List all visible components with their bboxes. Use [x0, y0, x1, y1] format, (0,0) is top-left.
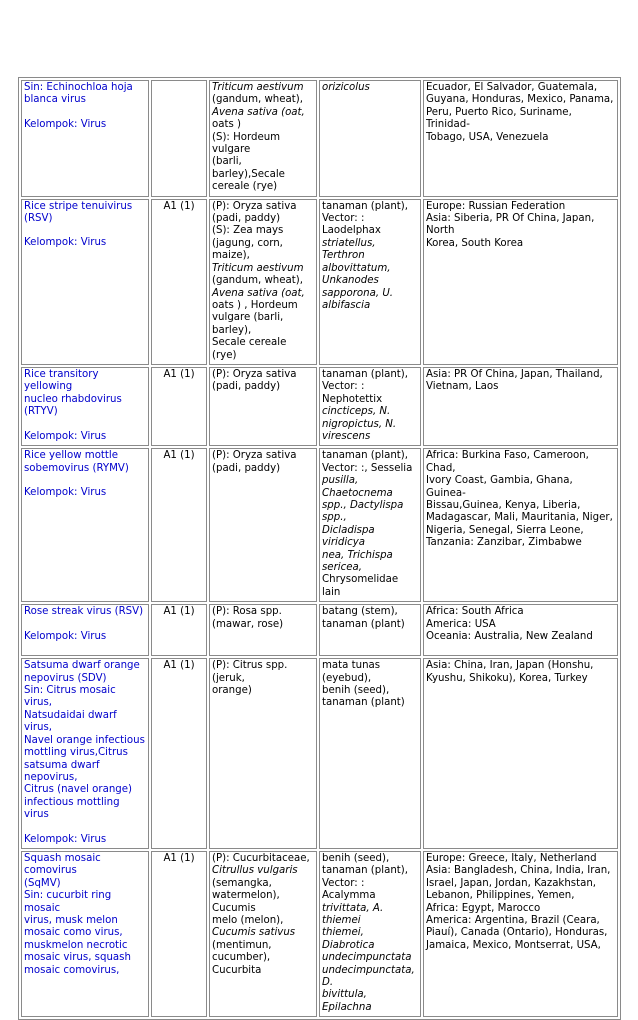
table-row — [21, 199, 618, 365]
category-value: A1 (1) — [163, 200, 195, 212]
carrier-line: Vector: : Acalymma — [322, 877, 376, 902]
hosts-line: Triticum aestivum — [212, 262, 304, 274]
name-line: blanca virus — [24, 94, 86, 106]
hosts-line: (P): Oryza sativa — [212, 368, 297, 380]
name-line: mottling virus,Citrus — [24, 747, 128, 759]
hosts-line: orange) — [212, 685, 252, 697]
distribution-line: Lebanon, Philippines, Yemen, — [426, 890, 575, 902]
hosts-line: (P): Oryza sativa — [212, 200, 297, 212]
host-cell — [209, 851, 317, 1017]
pest-group: Kelompok: Virus — [24, 237, 107, 249]
host-cell — [209, 448, 317, 602]
pest-name-cell — [21, 851, 149, 1017]
carrier-cell — [319, 604, 421, 656]
carrier-line: Unkanodes — [322, 275, 379, 287]
table-row — [21, 448, 618, 602]
carrier-cell — [319, 448, 421, 602]
carrier-line: tanaman (plant), — [322, 368, 408, 380]
hosts-line: (jagung, corn, maize), — [212, 237, 283, 262]
name-line: (SqMV) — [24, 877, 61, 889]
name-line: Rice stripe tenuivirus — [24, 200, 133, 212]
hosts-line: Avena sativa (oat, — [212, 287, 305, 299]
name-line: mosaic como virus, — [24, 927, 123, 939]
distribution-line: Bissau,Guinea, Kenya, Liberia, — [426, 500, 581, 511]
carrier-line: tanaman (plant), — [322, 450, 408, 462]
hosts-line: Secale cereale (rye) — [212, 337, 287, 361]
distribution-line: Guyana, Honduras, Mexico, Panama, — [426, 94, 614, 106]
hosts-line: melo (melon), — [212, 914, 284, 926]
carrier-line: virescens — [322, 430, 371, 442]
distribution-line: Nigeria, Senegal, Sierra Leone, — [426, 524, 584, 536]
carrier-cell — [319, 80, 421, 197]
hosts-line: (mawar, rose) — [212, 618, 284, 630]
host-cell — [209, 80, 317, 197]
carrier-cell — [319, 199, 421, 365]
category-cell — [151, 199, 207, 365]
quarantine-pest-table — [18, 77, 621, 1020]
category-value: A1 (1) — [163, 368, 195, 380]
carrier-line: Vector: : Laodelphax — [322, 213, 381, 237]
carrier-line: tanaman (plant), — [322, 200, 408, 212]
distribution-line: Asia: China, Iran, Japan (Honshu, — [426, 660, 594, 672]
carrier-line: benih (seed), — [322, 685, 390, 697]
distribution-cell — [423, 604, 618, 656]
hosts-line: (S): Zea mays — [212, 225, 284, 237]
carrier-line: undecimpunctata — [322, 952, 412, 964]
carrier-line: albovittatum, — [322, 262, 391, 274]
category-cell — [151, 658, 207, 849]
carrier-line: Vector: : Nephotettix — [322, 381, 383, 405]
distribution-line: Piauí), Canada (Ontario), Honduras, — [426, 927, 608, 939]
name-line: Rice transitory yellowing — [24, 368, 99, 393]
carrier-line: mata tunas (eyebud), — [322, 660, 381, 684]
pest-name-cell — [21, 658, 149, 849]
hosts-line: watermelon), Cucumis — [212, 890, 280, 914]
carrier-line: thiemei, Diabrotica — [322, 927, 375, 951]
name-line: Natsudaidai dwarf virus, — [24, 709, 117, 734]
carrier-line: spp., Dactylispa spp., — [322, 500, 404, 524]
carrier-line: nea, Trichispa — [322, 549, 393, 561]
pest-name-cell — [21, 604, 149, 656]
carrier-cell — [319, 367, 421, 446]
name-line: satsuma dwarf nepovirus, — [24, 759, 100, 783]
table-row — [21, 658, 618, 849]
category-cell — [151, 851, 207, 1017]
category-value: A1 (1) — [163, 852, 195, 864]
carrier-line: sericea, — [322, 562, 362, 574]
name-line: nepovirus (SDV) — [24, 672, 107, 684]
name-line: Rice yellow mottle — [24, 450, 119, 462]
table-row — [21, 80, 618, 197]
hosts-line: Triticum aestivum — [212, 82, 304, 93]
hosts-line: cereale (rye) — [212, 181, 278, 193]
hosts-line: (S): Hordeum vulgare — [212, 131, 281, 156]
carrier-line: nigropictus, N. — [322, 418, 397, 430]
hosts-line: (padi, paddy) — [212, 381, 281, 393]
distribution-line: Vietnam, Laos — [426, 381, 499, 393]
name-line: Rose streak virus (RSV) — [24, 606, 144, 618]
hosts-line: (gandum, wheat), — [212, 94, 303, 106]
hosts-line: (barli, barley),Secale — [212, 156, 285, 180]
carrier-line: Dicladispa viridicya — [322, 524, 375, 549]
pest-name-cell — [21, 199, 149, 365]
pest-group: Kelompok: Virus — [24, 630, 107, 642]
carrier-line: albifascia — [322, 299, 371, 311]
carrier-line: Chrysomelidae lain — [322, 574, 399, 598]
name-line: mosaic comovirus, — [24, 964, 120, 976]
distribution-cell — [423, 367, 618, 446]
carrier-line: tanaman (plant) — [322, 697, 405, 709]
distribution-line: America: USA — [426, 618, 496, 630]
carrier-line: tanaman (plant), — [322, 865, 408, 877]
hosts-line: oats ) , Hordeum — [212, 299, 298, 311]
category-cell — [151, 367, 207, 446]
distribution-line: Europe: Greece, Italy, Netherland — [426, 852, 597, 864]
distribution-line: Tobago, USA, Venezuela — [426, 131, 549, 143]
distribution-line: Israel, Japan, Jordan, Kazakhstan, — [426, 877, 597, 889]
table-row — [21, 604, 618, 656]
distribution-line: Madagascar, Mali, Mauritania, Niger, — [426, 512, 613, 524]
hosts-line: (mentimun, — [212, 939, 272, 951]
carrier-line: benih (seed), — [322, 852, 390, 864]
name-line: nucleo rhabdovirus — [24, 393, 122, 405]
distribution-cell — [423, 199, 618, 365]
table-row — [21, 367, 618, 446]
name-line: Citrus (navel orange) — [24, 784, 132, 796]
hosts-line: (padi, paddy) — [212, 213, 281, 225]
category-value: A1 (1) — [163, 450, 195, 462]
carrier-line: trivittata, A. thiemei — [322, 902, 384, 926]
distribution-line: Asia: Bangladesh, China, India, Iran, — [426, 865, 611, 877]
name-line: virus, musk melon — [24, 914, 118, 926]
distribution-cell — [423, 448, 618, 602]
distribution-line: Africa: Egypt, Marocco — [426, 902, 541, 914]
carrier-line: batang (stem), — [322, 606, 398, 618]
category-value: A1 (1) — [163, 660, 195, 672]
carrier-line: Vector: :, Sesselia — [322, 462, 413, 474]
carrier-line: tanaman (plant) — [322, 618, 405, 630]
host-cell — [209, 199, 317, 365]
name-line: (RSV) — [24, 213, 53, 225]
host-cell — [209, 658, 317, 849]
host-cell — [209, 367, 317, 446]
carrier-line: undecimpunctata, D. — [322, 964, 415, 988]
carrier-line: striatellus, Terthron — [322, 237, 376, 262]
carrier-cell — [319, 658, 421, 849]
distribution-line: Jamaica, Mexico, Montserrat, USA, — [426, 939, 601, 951]
distribution-line: America: Argentina, Brazil (Ceara, — [426, 914, 600, 926]
table-body — [21, 80, 618, 1017]
hosts-line: (P): Oryza sativa — [212, 450, 297, 462]
category-cell — [151, 448, 207, 602]
distribution-line: Kyushu, Shikoku), Korea, Turkey — [426, 672, 588, 684]
hosts-line: Avena sativa (oat, — [212, 106, 305, 118]
distribution-cell — [423, 851, 618, 1017]
hosts-line: Cucumis sativus — [212, 927, 296, 939]
category-value: A1 (1) — [163, 606, 195, 618]
pest-name-cell — [21, 367, 149, 446]
hosts-line: (P): Citrus spp.(jeruk, — [212, 660, 288, 684]
distribution-line: Asia: PR Of China, Japan, Thailand, — [426, 368, 603, 380]
category-cell — [151, 80, 207, 197]
carrier-line: bivittula, Epilachna — [322, 989, 372, 1013]
carrier-line: cincticeps, N. — [322, 406, 391, 418]
pest-group: Kelompok: Virus — [24, 487, 107, 499]
carrier-cell — [319, 851, 421, 1017]
name-line: Sin: Echinochloa hoja — [24, 82, 133, 93]
name-line: (RTYV) — [24, 406, 58, 418]
hosts-line: (gandum, wheat), — [212, 275, 303, 287]
hosts-line: vulgare (barli, barley), — [212, 312, 284, 336]
hosts-line: (semangka, — [212, 877, 272, 889]
pest-group: Kelompok: Virus — [24, 430, 107, 442]
distribution-line: Peru, Puerto Rico, Suriname, Trinidad- — [426, 106, 572, 131]
name-line: Satsuma dwarf orange — [24, 660, 140, 672]
name-line: mosaic virus, squash — [24, 952, 131, 964]
pest-name-cell — [21, 80, 149, 197]
hosts-line: Citrullus vulgaris — [212, 865, 298, 877]
name-line: Navel orange infectious — [24, 734, 145, 746]
distribution-line: Oceania: Australia, New Zealand — [426, 631, 593, 643]
name-line: Sin: cucurbit ring mosaic — [24, 890, 112, 914]
carrier-line: orizicolus — [322, 82, 370, 93]
hosts-line: cucumber), Cucurbita — [212, 952, 271, 976]
distribution-cell — [423, 658, 618, 849]
name-line: muskmelon necrotic — [24, 939, 128, 951]
distribution-line: Tanzania: Zanzibar, Zimbabwe — [426, 537, 582, 549]
name-line: infectious mottling virus — [24, 796, 120, 821]
host-cell — [209, 604, 317, 656]
hosts-line: (P): Cucurbitaceae, — [212, 852, 310, 864]
hosts-line: (P): Rosa spp. — [212, 606, 282, 618]
distribution-line: Africa: Burkina Faso, Cameroon, Chad, — [426, 450, 589, 474]
distribution-line: Ecuador, El Salvador, Guatemala, — [426, 82, 598, 93]
distribution-line: Europe: Russian Federation — [426, 200, 566, 212]
hosts-line: oats ) — [212, 119, 241, 131]
pest-group: Kelompok: Virus — [24, 833, 107, 845]
hosts-line: (padi, paddy) — [212, 462, 281, 474]
pest-name-cell — [21, 448, 149, 602]
name-line: Sin: Citrus mosaic virus, — [24, 685, 116, 709]
name-line: Squash mosaic comovirus — [24, 852, 101, 877]
carrier-line: sapporona, U. — [322, 287, 394, 299]
distribution-line: Ivory Coast, Gambia, Ghana, Guinea- — [426, 475, 573, 499]
carrier-line: pusilla, Chaetocnema — [322, 475, 393, 499]
distribution-line: Asia: Siberia, PR Of China, Japan, North — [426, 213, 595, 237]
table-row — [21, 851, 618, 1017]
pest-group: Kelompok: Virus — [24, 118, 107, 130]
distribution-line: Africa: South Africa — [426, 606, 524, 618]
distribution-line: Korea, South Korea — [426, 237, 524, 249]
name-line: sobemovirus (RYMV) — [24, 462, 129, 474]
category-cell — [151, 604, 207, 656]
distribution-cell — [423, 80, 618, 197]
